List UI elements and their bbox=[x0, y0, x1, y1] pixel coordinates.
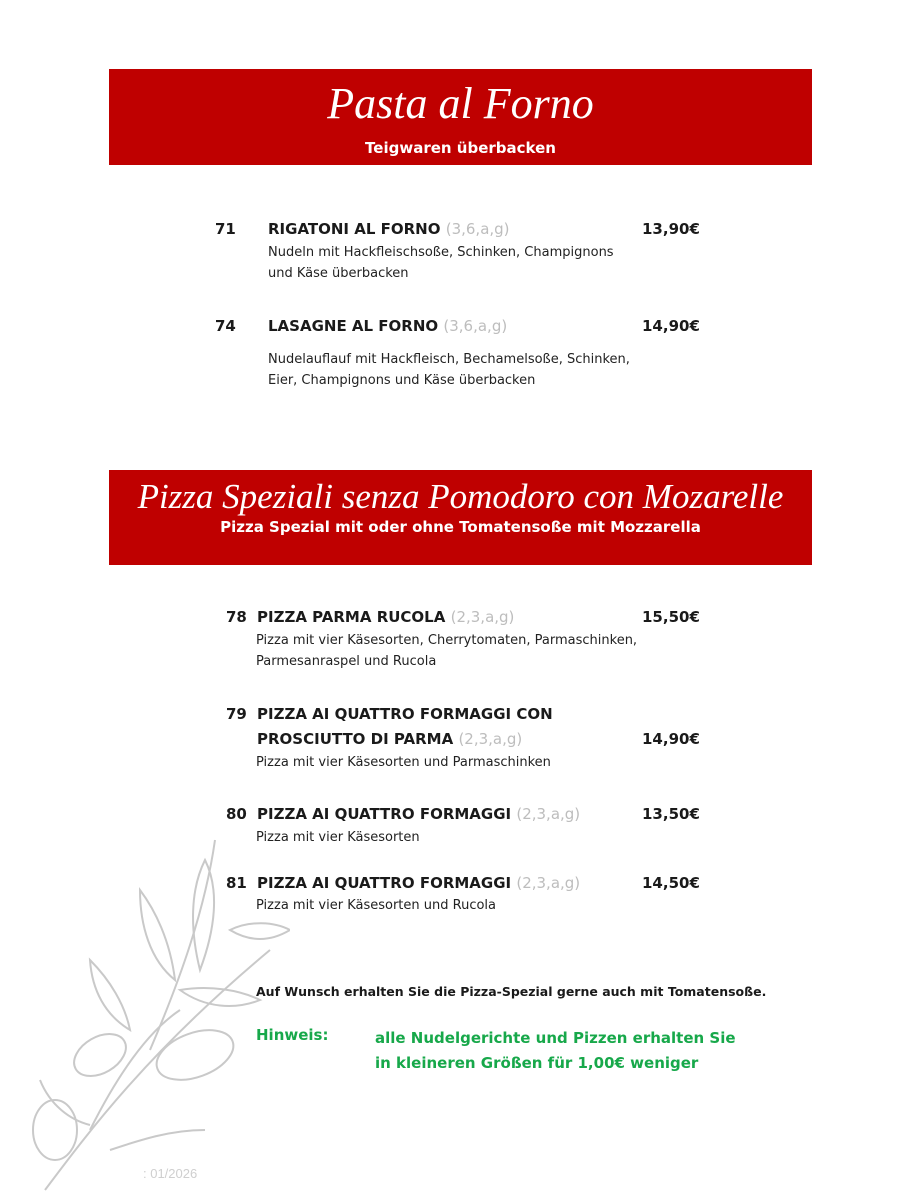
item-description-line: Nudelauflauf mit Hackfleisch, Bechamelsoße, Schinken, bbox=[268, 352, 630, 367]
olive-branch-icon bbox=[30, 830, 290, 1200]
item-name bbox=[257, 730, 522, 748]
item-name bbox=[268, 317, 507, 335]
item-description-line: Pizza mit vier Käsesorten und Rucola bbox=[256, 898, 496, 913]
hint-line: in kleineren Größen für 1,00€ weniger bbox=[375, 1054, 699, 1072]
item-description-line: Eier, Champignons und Käse überbacken bbox=[268, 373, 536, 388]
item-name-text: RIGATONI AL FORNO bbox=[268, 220, 441, 238]
item-number: 78 bbox=[226, 608, 247, 626]
item-allergens: (2,3,a,g) bbox=[516, 805, 581, 823]
item-description-line: Pizza mit vier Käsesorten und Parmaschinken bbox=[256, 755, 551, 770]
section-title: Pasta al Forno bbox=[327, 79, 594, 128]
section-banner-pasta bbox=[109, 69, 812, 165]
item-name-text: PIZZA PARMA RUCOLA bbox=[257, 608, 446, 626]
item-name bbox=[257, 874, 580, 892]
item-number: 74 bbox=[215, 317, 236, 335]
item-name bbox=[257, 805, 580, 823]
section-banner-pizza bbox=[109, 470, 812, 565]
item-allergens: (3,6,a,g) bbox=[445, 220, 510, 238]
hint-line: alle Nudelgerichte und Pizzen erhalten Sie bbox=[375, 1029, 736, 1047]
item-number: 71 bbox=[215, 220, 236, 238]
item-name-text: LASAGNE AL FORNO bbox=[268, 317, 439, 335]
item-name-text: PROSCIUTTO DI PARMA bbox=[257, 730, 454, 748]
item-price: 13,50€ bbox=[642, 805, 700, 823]
item-price: 14,90€ bbox=[642, 317, 700, 335]
hint-label: Hinweis: bbox=[256, 1026, 329, 1044]
item-name-text: PIZZA AI QUATTRO FORMAGGI bbox=[257, 874, 512, 892]
item-allergens: (2,3,a,g) bbox=[450, 608, 515, 626]
item-price: 14,90€ bbox=[642, 730, 700, 748]
item-price: 13,90€ bbox=[642, 220, 700, 238]
item-number: 79 bbox=[226, 705, 247, 723]
item-description-line: Parmesanraspel und Rucola bbox=[256, 654, 437, 669]
item-name bbox=[257, 608, 514, 626]
item-number: 81 bbox=[226, 874, 247, 892]
item-allergens: (3,6,a,g) bbox=[443, 317, 508, 335]
item-description-line: und Käse überbacken bbox=[268, 266, 409, 281]
item-allergens: (2,3,a,g) bbox=[458, 730, 523, 748]
item-description-line: Pizza mit vier Käsesorten, Cherrytomaten, Parmaschinken, bbox=[256, 633, 638, 648]
item-allergens: (2,3,a,g) bbox=[516, 874, 581, 892]
section-subtitle: Pizza Spezial mit oder ohne Tomatensoße mit Mozzarella bbox=[220, 518, 701, 536]
item-price: 14,50€ bbox=[642, 874, 700, 892]
footer-date: : 01/2026 bbox=[143, 1166, 198, 1181]
item-number: 80 bbox=[226, 805, 247, 823]
item-description-line: Pizza mit vier Käsesorten bbox=[256, 830, 420, 845]
item-description-line: Nudeln mit Hackfleischsoße, Schinken, Champignons bbox=[268, 245, 614, 260]
item-name bbox=[268, 220, 510, 238]
section-subtitle: Teigwaren überbacken bbox=[365, 139, 556, 157]
hint-text bbox=[375, 1026, 736, 1076]
note-text: Auf Wunsch erhalten Sie die Pizza-Spezial gerne auch mit Tomatensoße. bbox=[256, 984, 767, 999]
item-name-line1: PIZZA AI QUATTRO FORMAGGI CON bbox=[257, 705, 553, 723]
section-title: Pizza Speziali senza Pomodoro con Mozarelle bbox=[137, 477, 784, 516]
item-name-text: PIZZA AI QUATTRO FORMAGGI bbox=[257, 805, 512, 823]
item-price: 15,50€ bbox=[642, 608, 700, 626]
